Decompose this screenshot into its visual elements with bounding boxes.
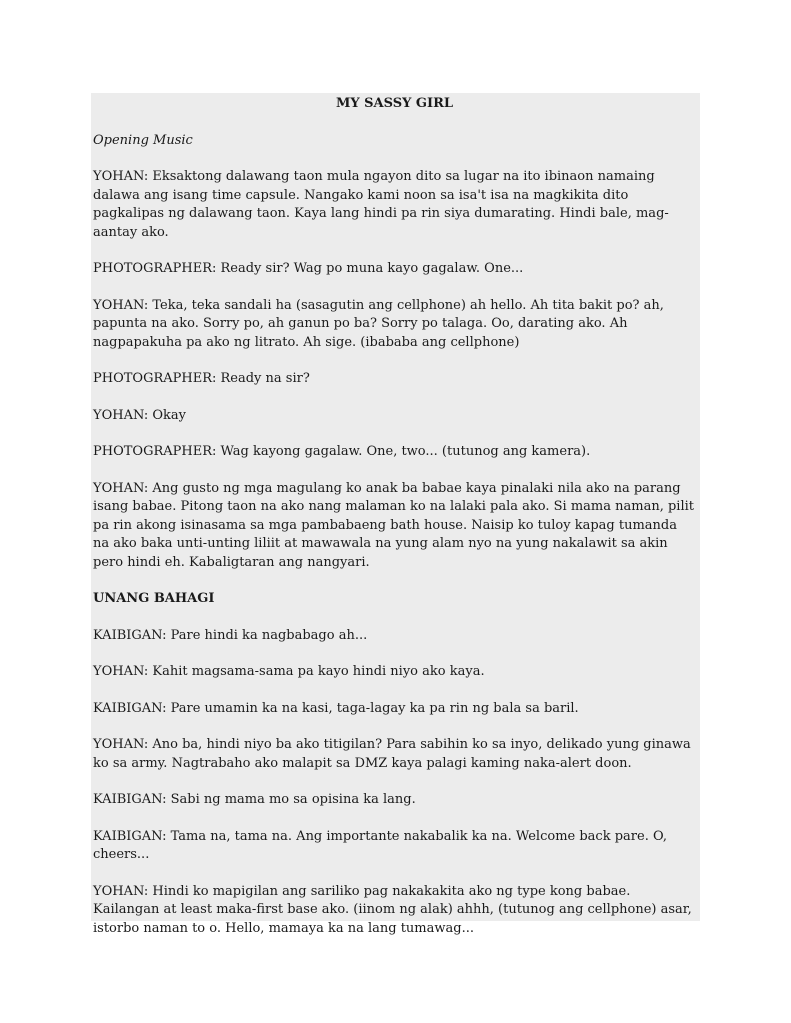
dialogue-paragraph: PHOTOGRAPHER: Wag kayong gagalaw. One, two... (tutunog ang kamera). bbox=[93, 444, 591, 459]
document-title: MY SASSY GIRL bbox=[335, 96, 454, 111]
document-page bbox=[91, 93, 700, 936]
dialogue-paragraph: KAIBIGAN: Pare hindi ka nagbabago ah... bbox=[93, 627, 368, 643]
dialogue-paragraph: KAIBIGAN: Tama na, tama na. Ang importante nakabalik ka na. Welcome back pare. O, cheers... bbox=[93, 828, 667, 862]
stage-direction: Opening Music bbox=[93, 132, 193, 148]
dialogue-paragraph: KAIBIGAN: Pare umamin ka na kasi, taga-lagay ka pa rin ng bala sa baril. bbox=[93, 700, 579, 716]
dialogue-paragraph: YOHAN: Ano ba, hindi niyo ba ako titigilan? Para sabihin ko sa inyo, delikado yung ginawa ko sa army. Nagtrabaho ako malapit sa DMZ kaya palagi kaming naka-alert doon. bbox=[93, 737, 691, 771]
dialogue-paragraph: KAIBIGAN: Sabi ng mama mo sa opisina ka lang. bbox=[93, 792, 416, 807]
dialogue-paragraph: PHOTOGRAPHER: Ready sir? Wag po muna kayo gagalaw. One... bbox=[93, 261, 524, 276]
document-body bbox=[93, 132, 696, 939]
dialogue-paragraph: YOHAN: Kahit magsama-sama pa kayo hindi niyo ako kaya. bbox=[93, 664, 485, 679]
dialogue-paragraph: YOHAN: Hindi ko mapigilan ang sariliko pag nakakakita ako ng type kong babae. Kailangan at least maka-first base ako. (iinom ng alak) ahhh, (tutunog ang cellphone) asar, istorbo naman to o. Hello, mamaya ka na lang tumawag... bbox=[93, 883, 692, 936]
dialogue-paragraph: YOHAN: Okay bbox=[93, 407, 187, 423]
dialogue-paragraph: PHOTOGRAPHER: Ready na sir? bbox=[93, 371, 310, 386]
section-heading: UNANG BAHAGI bbox=[93, 591, 215, 606]
dialogue-paragraph: YOHAN: Eksaktong dalawang taon mula ngayon dito sa lugar na ito ibinaon namaing dalawa ang isang time capsule. Nangako kami noon sa isa't isa na magkikita dito pagkalipas ng dalawang taon. Kaya lang hindi pa rin siya dumarating. Hindi bale, mag-aantay ako. bbox=[93, 169, 669, 240]
dialogue-paragraph: YOHAN: Ang gusto ng mga magulang ko anak ba babae kaya pinalaki nila ako na parang isang babae. Pitong taon na ako nang malaman ko na lalaki pala ako. Si mama naman, pilit pa rin akong isinasama sa mga pambabaeng bath house. Naisip ko tuloy kapag tumanda na ako baka unti-unting liliit at mawawala na yung alam nyo na yung nakalawit sa akin pero hindi eh. Kabaligtaran ang nangyari. bbox=[93, 480, 694, 570]
dialogue-paragraph: YOHAN: Teka, teka sandali ha (sasagutin ang cellphone) ah hello. Ah tita bakit po? ah, papunta na ako. Sorry po, ah ganun po ba? Sorry po talaga. Oo, darating ako. Ah nagpapakuha pa ako ng litrato. Ah sige. (ibababa ang cellphone) bbox=[93, 297, 664, 350]
